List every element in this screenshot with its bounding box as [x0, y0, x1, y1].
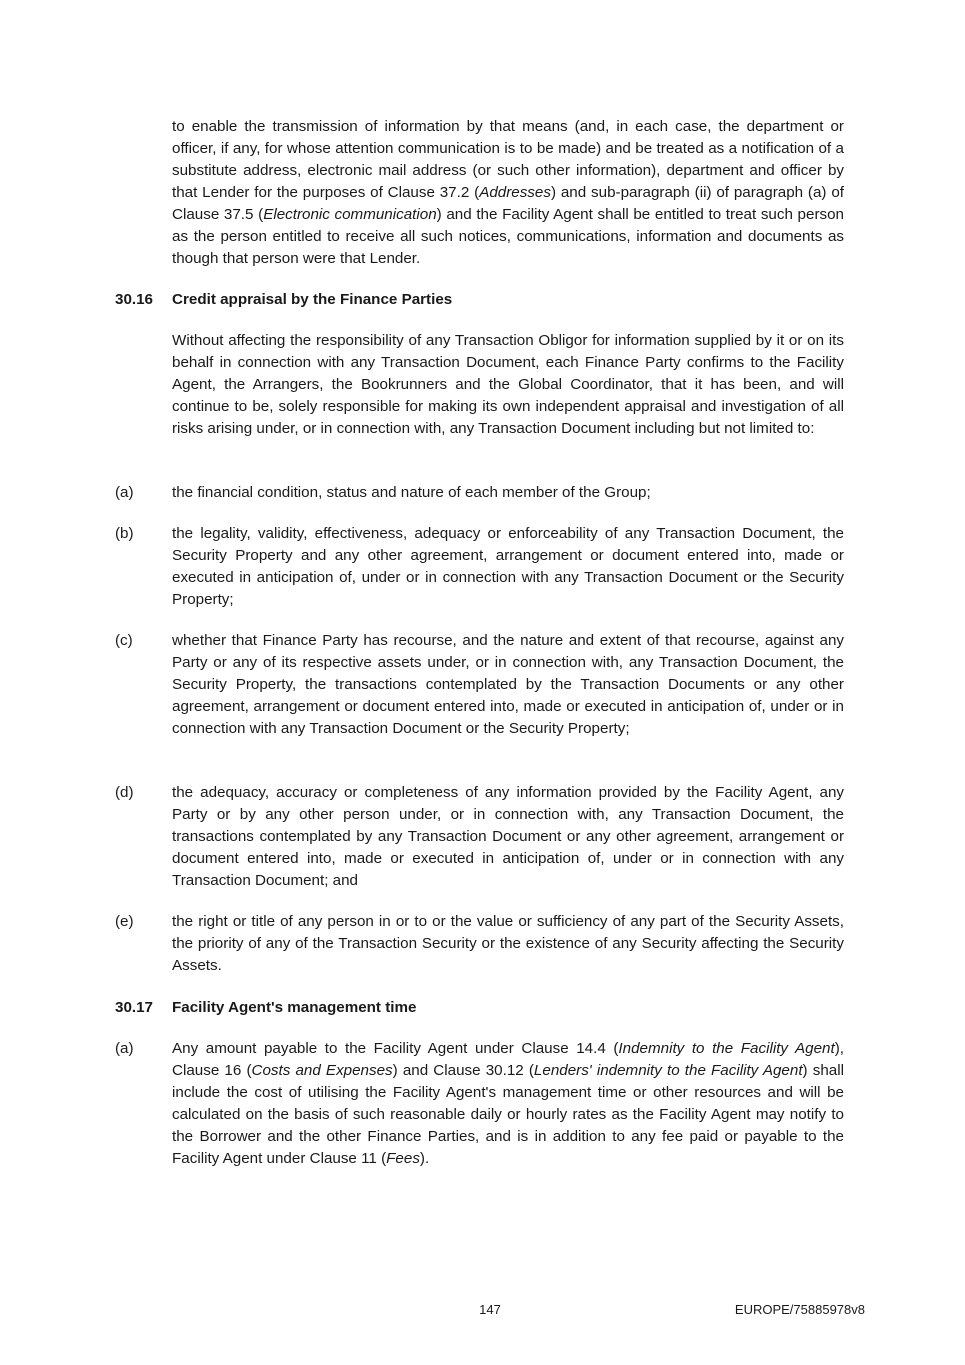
- document-reference: EUROPE/75885978v8: [734, 1302, 865, 1317]
- item-b-text: [172, 523, 844, 611]
- continuation-italic-1: Addresses: [479, 184, 551, 201]
- s3017-italic-3: Lenders' indemnity to the Facility Agent: [533, 1062, 803, 1079]
- item-e-text: [172, 911, 844, 977]
- section-3016-number: 30.16: [115, 291, 154, 308]
- item-a-label: (a): [115, 484, 134, 501]
- continuation-text: [172, 116, 844, 270]
- item-b-label: (b): [115, 525, 134, 542]
- s3017-text-1: Any amount payable to the Facility Agent under Clause 14.4 (: [172, 1040, 619, 1057]
- item-c-label: (c): [115, 632, 133, 649]
- item-d-label: (d): [115, 784, 134, 801]
- section-3017-title: Facility Agent's management time: [172, 999, 417, 1016]
- section-3017-item-a-text: [172, 1038, 844, 1170]
- item-a-text: [172, 482, 844, 504]
- continuation-text-3: ) and the Facility Agent shall be entitled to treat such person as the person entitled to receive all such notices, communications, information and documents as though that person were that Lender.: [172, 206, 844, 267]
- item-c-body: whether that Finance Party has recourse, and the nature and extent of that recourse, against any Party or any of its respective assets under, or in connection with, any Transaction Document, the Security Property, the transactions contemplated by the Transaction Documents or any other agreement, arrangement or document entered into, made or executed in anticipation of, under or in connection with any Transaction Document or the Security Property;: [172, 632, 844, 737]
- section-3017-heading: [115, 997, 416, 1019]
- continuation-text-2: ) and sub-paragraph (ii) of paragraph (a) of Clause 37.5 (: [172, 184, 844, 223]
- s3017-italic-1: Indemnity to the Facility Agent: [618, 1040, 835, 1057]
- section-3017-number: 30.17: [115, 999, 154, 1016]
- page-number: 147: [479, 1302, 501, 1317]
- s3017-text-2: ), Clause 16 (: [172, 1040, 844, 1079]
- item-d-text: [172, 782, 844, 892]
- s3017-text-4: ) shall include the cost of utilising the Facility Agent's management time or other resources and will be calculated on the basis of such reasonable daily or hourly rates as the Facility Agent may notify to the Borrower and the other Finance Parties, and is in addition to any fee paid or payable to the Facility Agent under Clause 11 (: [172, 1062, 844, 1167]
- s3017-text-3: ) and Clause 30.12 (: [392, 1062, 534, 1079]
- item-a-body: the financial condition, status and nature of each member of the Group;: [172, 484, 651, 501]
- item-e-label: (e): [115, 913, 134, 930]
- item-d-body: the adequacy, accuracy or completeness of any information provided by the Facility Agent, any Party or by any other person under, or in connection with, any Transaction Document, the transactions contemplated by any Transaction Document or any other agreement, arrangement or document entered into, made or executed in anticipation of, under or in connection with any Transaction Document; and: [172, 784, 844, 889]
- section-3017-item-a-label: (a): [115, 1040, 134, 1057]
- section-3017-item-a-body: [172, 1038, 844, 1170]
- section-3016-title: Credit appraisal by the Finance Parties: [172, 291, 453, 308]
- s3017-italic-4: Fees: [386, 1150, 420, 1167]
- section-3016-intro: [172, 330, 844, 440]
- continuation-italic-2: Electronic communication: [263, 206, 437, 223]
- section-3016-intro-text: Without affecting the responsibility of any Transaction Obligor for information supplied by it or on its behalf in connection with any Transaction Document, each Finance Party confirms to the Facility Agent, the Arrangers, the Bookrunners and the Global Coordinator, that it has been, and will continue to be, solely responsible for making its own independent appraisal and investigation of all risks arising under, or in connection with, any Transaction Document including but not limited to:: [172, 332, 844, 437]
- section-3016-heading: [115, 289, 452, 311]
- item-e-body: the right or title of any person in or to or the value or sufficiency of any part of the Security Assets, the priority of any of the Transaction Security or the existence of any Security affecting the Security Assets.: [172, 913, 844, 974]
- s3017-text-5: ).: [419, 1150, 430, 1167]
- item-c-text: [172, 630, 844, 740]
- item-b-body: the legality, validity, effectiveness, adequacy or enforceability of any Transaction Document, the Security Property and any other agreement, arrangement or document entered into, made or executed in anticipation of, under or in connection with any Transaction Document or the Security Property;: [172, 525, 844, 608]
- continuation-paragraph: [172, 116, 844, 270]
- continuation-text-1: to enable the transmission of information by that means (and, in each case, the department or officer, if any, for whose attention communication is to be made) and be treated as a notification of a substitute address, electronic mail address (or such other information), department and officer by that Lender for the purposes of Clause 37.2 (: [172, 118, 844, 201]
- s3017-italic-2: Costs and Expenses: [251, 1062, 393, 1079]
